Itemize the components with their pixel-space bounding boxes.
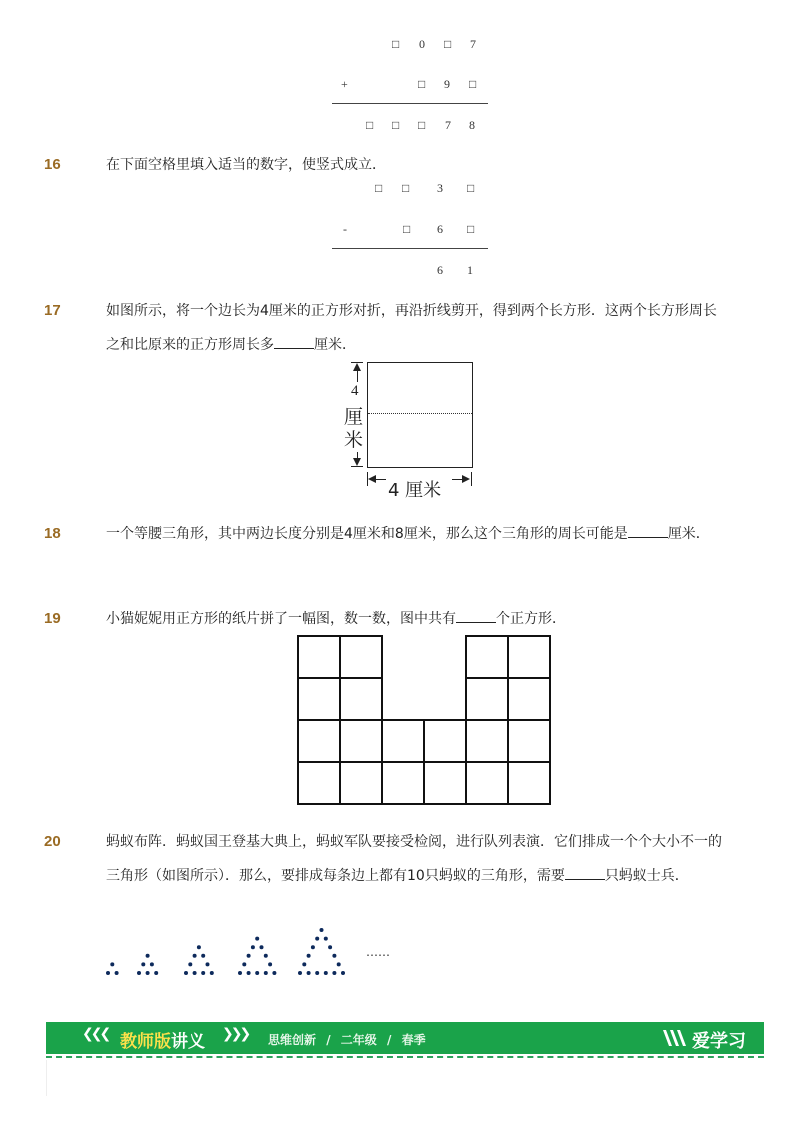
square-cell — [466, 636, 508, 678]
ant-dot — [146, 971, 150, 975]
digit: 9 — [444, 77, 450, 91]
question-text: 在下面空格里填入适当的数字，使竖式成立． — [106, 157, 386, 173]
digit: 8 — [469, 118, 475, 132]
ant-dot — [206, 962, 210, 966]
chevron-left-icon: ❮❮❮ — [82, 1026, 109, 1042]
minus-sign: - — [343, 222, 347, 236]
breadcrumb-item: 思维创新 — [268, 1033, 317, 1047]
question-text-part: 如图所示，将一个边长为4厘米的正方形对折，再沿折线剪开，得到两个长方形．这两个长方形周长之和比原来的正方形周长多 — [106, 303, 717, 353]
ant-dot — [260, 945, 264, 949]
digit-box: □ — [418, 118, 426, 132]
square-cell — [466, 720, 508, 762]
side-label-char: 米 — [344, 429, 364, 451]
ant-dot — [184, 971, 188, 975]
ant-dot — [188, 962, 192, 966]
square-cell — [424, 762, 466, 804]
square-cell — [298, 636, 340, 678]
ant-dot — [324, 937, 328, 941]
footer-title-a: 教师版 — [120, 1032, 171, 1052]
question-text-part: 只蚂蚁士兵． — [604, 868, 689, 884]
ant-dot — [110, 962, 114, 966]
arrow-right-icon — [462, 475, 470, 483]
ant-dot — [264, 971, 268, 975]
question-text-part: 一个等腰三角形，其中两边长度分别是4厘米和8厘米，那么这个三角形的周长可能是 — [106, 526, 628, 542]
digit-box: □ — [418, 77, 426, 91]
footer-title-b: 讲义 — [171, 1032, 205, 1052]
question-text — [106, 517, 726, 551]
arrow-down-icon — [353, 458, 361, 466]
ant-dot — [307, 954, 311, 958]
ant-dot — [307, 971, 311, 975]
question-text — [106, 825, 726, 893]
digit: 7 — [445, 118, 451, 132]
ant-dot — [242, 962, 246, 966]
ant-dot — [210, 971, 214, 975]
ant-dot — [193, 971, 197, 975]
arrow-up-icon — [353, 363, 361, 371]
ant-dot — [247, 954, 251, 958]
digit: 1 — [467, 263, 473, 277]
side-label-char: 厘 — [344, 406, 364, 428]
ant-dot — [311, 945, 315, 949]
square-cell — [508, 720, 550, 762]
question-text-part: 厘米． — [667, 526, 710, 542]
ant-dot — [146, 954, 150, 958]
square — [367, 362, 473, 468]
ant-dot — [115, 971, 119, 975]
ant-dot — [154, 971, 158, 975]
footer-bar — [46, 1022, 764, 1054]
ant-dot — [272, 971, 276, 975]
answer-blank[interactable] — [274, 334, 314, 349]
digit-box: □ — [375, 181, 383, 195]
dot-triangles-figure — [100, 915, 400, 985]
ant-dot — [324, 971, 328, 975]
ant-dot — [302, 962, 306, 966]
side-label-bottom: 4 厘米 — [388, 480, 442, 501]
sum-line — [332, 103, 488, 104]
square-cell — [508, 678, 550, 720]
ant-dot — [337, 962, 341, 966]
square-cell — [340, 636, 382, 678]
digit-box: □ — [444, 37, 452, 51]
dot-triangles — [106, 928, 345, 975]
question-number: 19 — [44, 610, 61, 627]
answer-blank[interactable] — [565, 865, 605, 880]
square-cell — [382, 720, 424, 762]
question-text — [106, 602, 726, 636]
digit: 3 — [437, 181, 443, 195]
digit-box: □ — [402, 181, 410, 195]
ant-dot — [141, 962, 145, 966]
square-cell — [298, 720, 340, 762]
squares-figure — [295, 634, 553, 806]
square-cell — [382, 762, 424, 804]
ellipsis: …… — [366, 945, 390, 959]
ant-dot — [137, 971, 141, 975]
ant-dot — [150, 962, 154, 966]
ant-dot — [264, 954, 268, 958]
ant-dot — [201, 971, 205, 975]
breadcrumb-sep: / — [326, 1033, 331, 1047]
question-text — [106, 294, 726, 362]
answer-blank[interactable] — [456, 608, 496, 623]
digit-box: □ — [467, 181, 475, 195]
digit-box: □ — [392, 118, 400, 132]
digit: 0 — [419, 37, 425, 51]
breadcrumb-item: 二年级 — [340, 1033, 377, 1047]
digit: 6 — [437, 222, 443, 236]
digit-box: □ — [366, 118, 374, 132]
footer-title — [120, 1027, 205, 1052]
ant-dot — [193, 954, 197, 958]
square-cell — [508, 762, 550, 804]
side-label-num: 4 — [351, 383, 359, 399]
tick — [471, 472, 472, 486]
digit-box: □ — [467, 222, 475, 236]
digit: 6 — [437, 263, 443, 277]
square-cell — [340, 720, 382, 762]
breadcrumb — [268, 1031, 426, 1048]
square-cell — [508, 636, 550, 678]
difference-line — [332, 248, 488, 249]
ant-dot — [298, 971, 302, 975]
square-cell — [340, 762, 382, 804]
square-cell — [298, 678, 340, 720]
ant-dot — [268, 962, 272, 966]
question-text-part: 小猫妮妮用正方形的纸片拼了一幅图，数一数，图中共有 — [106, 611, 456, 627]
brand-logo-icon — [662, 1027, 688, 1049]
squares-grid — [298, 636, 550, 804]
question-number: 20 — [44, 833, 61, 850]
square-cell — [340, 678, 382, 720]
ant-dot — [255, 937, 259, 941]
question-number: 16 — [44, 156, 61, 173]
question-text-part: 蚂蚁布阵．蚂蚁国王登基大典上，蚂蚁军队要接受检阅，进行队列表演．它们排成一个个大小不一的三角形（如图所示）．那么，要排成每条边上都有10只蚂蚁的三角形，需要 — [106, 834, 722, 884]
breadcrumb-sep: / — [386, 1033, 392, 1047]
brand-name: 爱学习 — [692, 1031, 746, 1052]
ant-dot — [238, 971, 242, 975]
question-text-part: 个正方形． — [496, 611, 566, 627]
breadcrumb-item: 春季 — [401, 1033, 426, 1047]
margin-line — [46, 1060, 47, 1096]
ant-dot — [315, 971, 319, 975]
ant-dot — [332, 954, 336, 958]
digit-box: □ — [403, 222, 411, 236]
square-cell — [298, 762, 340, 804]
ant-dot — [315, 937, 319, 941]
footer-dashed-line — [46, 1056, 764, 1058]
square-cell — [466, 678, 508, 720]
ant-dot — [320, 928, 324, 932]
arrow-left-icon — [368, 475, 376, 483]
ant-dot — [332, 971, 336, 975]
ant-dot — [201, 954, 205, 958]
chevron-right-icon: ❯❯❯ — [222, 1026, 249, 1042]
ant-dot — [341, 971, 345, 975]
ant-dot — [251, 945, 255, 949]
question-number: 17 — [44, 302, 61, 319]
question-text-part: 厘米． — [314, 337, 356, 353]
ant-dot — [328, 945, 332, 949]
ant-dot — [247, 971, 251, 975]
ant-dot — [255, 971, 259, 975]
plus-sign: + — [341, 77, 348, 91]
answer-blank[interactable] — [628, 523, 668, 538]
digit: 7 — [470, 37, 476, 51]
tick — [351, 466, 363, 467]
square-cell — [424, 720, 466, 762]
ant-dot — [197, 945, 201, 949]
square-cell — [466, 762, 508, 804]
fold-line — [368, 413, 472, 414]
question-number: 18 — [44, 525, 61, 542]
digit-box: □ — [392, 37, 400, 51]
ant-dot — [106, 971, 110, 975]
digit-box: □ — [469, 77, 477, 91]
